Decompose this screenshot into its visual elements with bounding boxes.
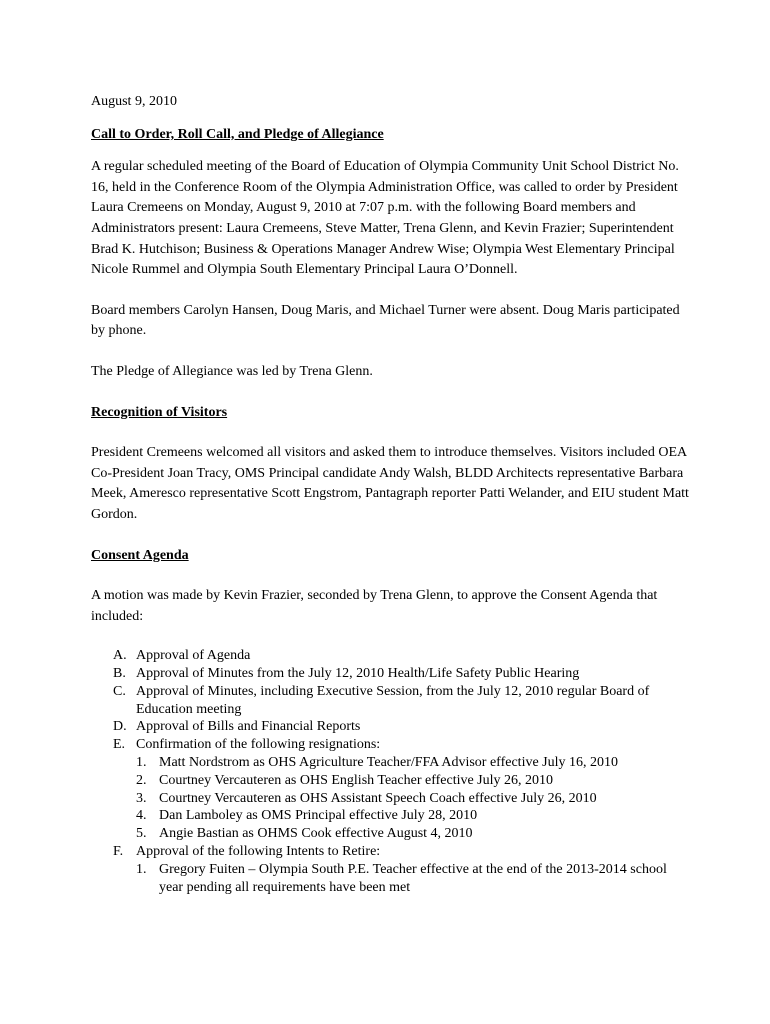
paragraph-visitors: President Cremeens welcomed all visitors and asked them to introduce themselves. Visitors included OEA Co-President Joan Tracy, OMS Principal candidate Andy Walsh, BLDD Architects representative Barbara Meek, Ameresco representative Scott Engstrom, Pantagraph reporter Patti Welander, and EIU student Matt Gordon. (91, 445, 689, 522)
list-marker: 4. (136, 808, 147, 824)
resignations-list (136, 754, 691, 843)
list-marker: 1. (136, 755, 147, 771)
meeting-date: August 9, 2010 (91, 94, 177, 109)
list-marker: D. (113, 719, 127, 735)
list-item-text: Approval of Minutes, including Executive Session, from the July 12, 2010 regular Board of Education meeting (136, 683, 650, 717)
list-marker: B. (113, 666, 126, 682)
list-item (91, 683, 691, 719)
list-item (136, 754, 691, 772)
list-item-text: Courtney Vercauteren as OHS Assistant Speech Coach effective July 26, 2010 (159, 790, 597, 806)
list-item-text: Confirmation of the following resignations: (136, 737, 381, 753)
list-item-text: Approval of Minutes from the July 12, 2010 Health/Life Safety Public Hearing (136, 666, 580, 682)
list-item (91, 843, 691, 896)
list-marker: C. (113, 683, 126, 699)
paragraph-pledge: The Pledge of Allegiance was led by Trena Glenn. (91, 363, 373, 379)
list-item (91, 718, 691, 736)
list-marker: 1. (136, 861, 147, 877)
list-item (136, 790, 691, 808)
list-item (91, 647, 691, 665)
list-item-text: Approval of Agenda (136, 648, 251, 664)
heading-call-to-order: Call to Order, Roll Call, and Pledge of Allegiance (91, 126, 384, 142)
list-marker: E. (113, 737, 126, 753)
list-item-text: Approval of Bills and Financial Reports (136, 719, 361, 735)
list-marker: A. (113, 648, 127, 664)
heading-consent-agenda: Consent Agenda (91, 547, 189, 563)
list-item (91, 665, 691, 683)
list-item (136, 861, 691, 897)
list-item-text: Approval of the following Intents to Retire: (136, 844, 381, 860)
list-marker: 5. (136, 826, 147, 842)
list-marker: 3. (136, 790, 147, 806)
list-item (136, 825, 691, 843)
list-item-text: Angie Bastian as OHMS Cook effective August 4, 2010 (159, 826, 473, 842)
list-marker: F. (113, 844, 124, 860)
list-item-text: Gregory Fuiten – Olympia South P.E. Teacher effective at the end of the 2013-2014 school year pending all requirements have been met (159, 861, 667, 895)
list-marker: 2. (136, 772, 147, 788)
consent-agenda-list (91, 647, 691, 896)
list-item (91, 736, 691, 843)
paragraph-meeting-called: A regular scheduled meeting of the Board of Education of Olympia Community Unit School District No. 16, held in the Conference Room of the Olympia Administration Office, was called to order by President Laura Cremeens on Monday, August 9, 2010 at 7:07 p.m. with the following Board members and Administrators present: Laura Cremeens, Steve Matter, Trena Glenn, and Kevin Frazier; Superintendent Brad K. Hutchison; Business & Operations Manager Andrew Wise; Olympia West Elementary Principal Nicole Rummel and Olympia South Elementary Principal Laura O’Donnell. (91, 159, 679, 278)
list-item (136, 807, 691, 825)
heading-recognition-of-visitors: Recognition of Visitors (91, 404, 228, 420)
list-item-text: Courtney Vercauteren as OHS English Teacher effective July 26, 2010 (159, 772, 554, 788)
paragraph-absent-members: Board members Carolyn Hansen, Doug Maris, and Michael Turner were absent. Doug Maris participated by phone. (91, 302, 680, 339)
retirements-list (136, 861, 691, 897)
list-item-text: Matt Nordstrom as OHS Agriculture Teacher/FFA Advisor effective July 16, 2010 (159, 755, 619, 771)
list-item-text: Dan Lamboley as OMS Principal effective July 28, 2010 (159, 808, 478, 824)
document-page (91, 92, 691, 896)
paragraph-consent-motion: A motion was made by Kevin Frazier, seconded by Trena Glenn, to approve the Consent Agenda that included: (91, 588, 658, 624)
list-item (136, 772, 691, 790)
